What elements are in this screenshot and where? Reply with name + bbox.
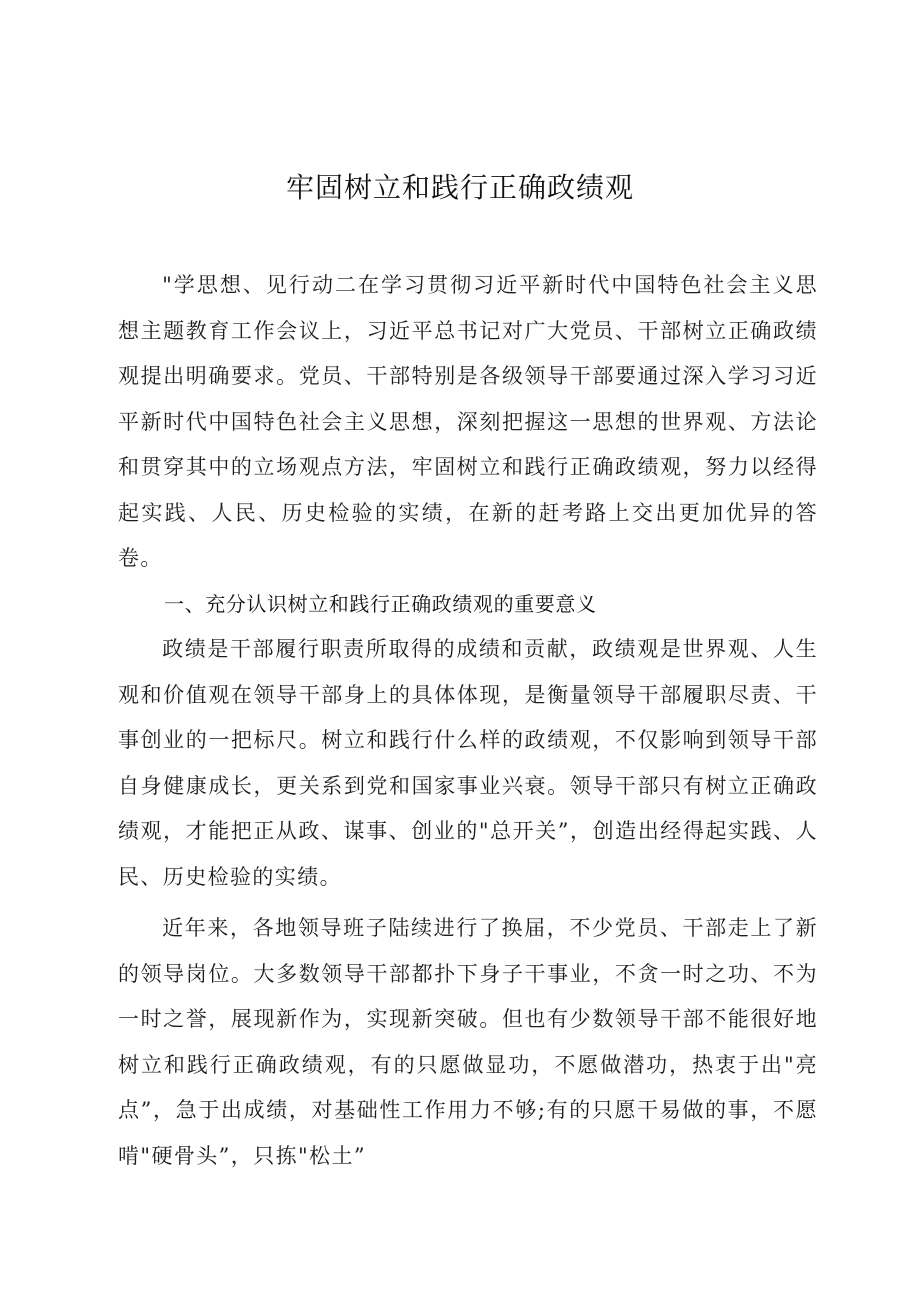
section-heading-1: 一、充分认识树立和践行正确政绩观的重要意义 xyxy=(164,591,597,616)
intro-paragraph: "学思想、见行动二在学习贯彻习近平新时代中国特色社会主义思想主题教育工作会议上，习近平总书记对广大党员、干部树立正确政绩观提出明确要求。党员、干部特别是各级领导干部要通过深入学习习近平新时代中国特色社会主义思想，深刻把握这一思想的世界观、方法论和贯穿其中的立场观点方法，牢固树立和践行正确政绩观，努力以经得起实践、人民、历史检验的实绩，在新的赶考路上交出更加优异的答卷。 xyxy=(118,273,818,570)
section1-paragraph-2: 近年来，各地领导班子陆续进行了换届，不少党员、干部走上了新的领导岗位。大多数领导干部都扑下身子干事业，不贪一时之功、不为一时之誉，展现新作为，实现新突破。但也有少数领导干部不能很好地树立和践行正确政绩观，有的只愿做显功，不愿做潜功，热衷于出"亮点”，急于出成绩，对基础性工作用力不够;有的只愿干易做的事，不愿啃"硬骨头”，只拣"松土” xyxy=(118,916,818,1168)
section1-paragraph-1: 政绩是干部履行职责所取得的成绩和贡献，政绩观是世界观、人生观和价值观在领导干部身上的具体体现，是衡量领导干部履职尽责、干事创业的一把标尺。树立和践行什么样的政绩观，不仅影响到领导干部自身健康成长，更关系到党和国家事业兴衰。领导干部只有树立正确政绩观，才能把正从政、谋事、创业的"总开关”，创造出经得起实践、人民、历史检验的实绩。 xyxy=(118,637,818,889)
document-title: 牢固树立和践行正确政绩观 xyxy=(285,171,634,204)
document-body xyxy=(118,263,818,1179)
